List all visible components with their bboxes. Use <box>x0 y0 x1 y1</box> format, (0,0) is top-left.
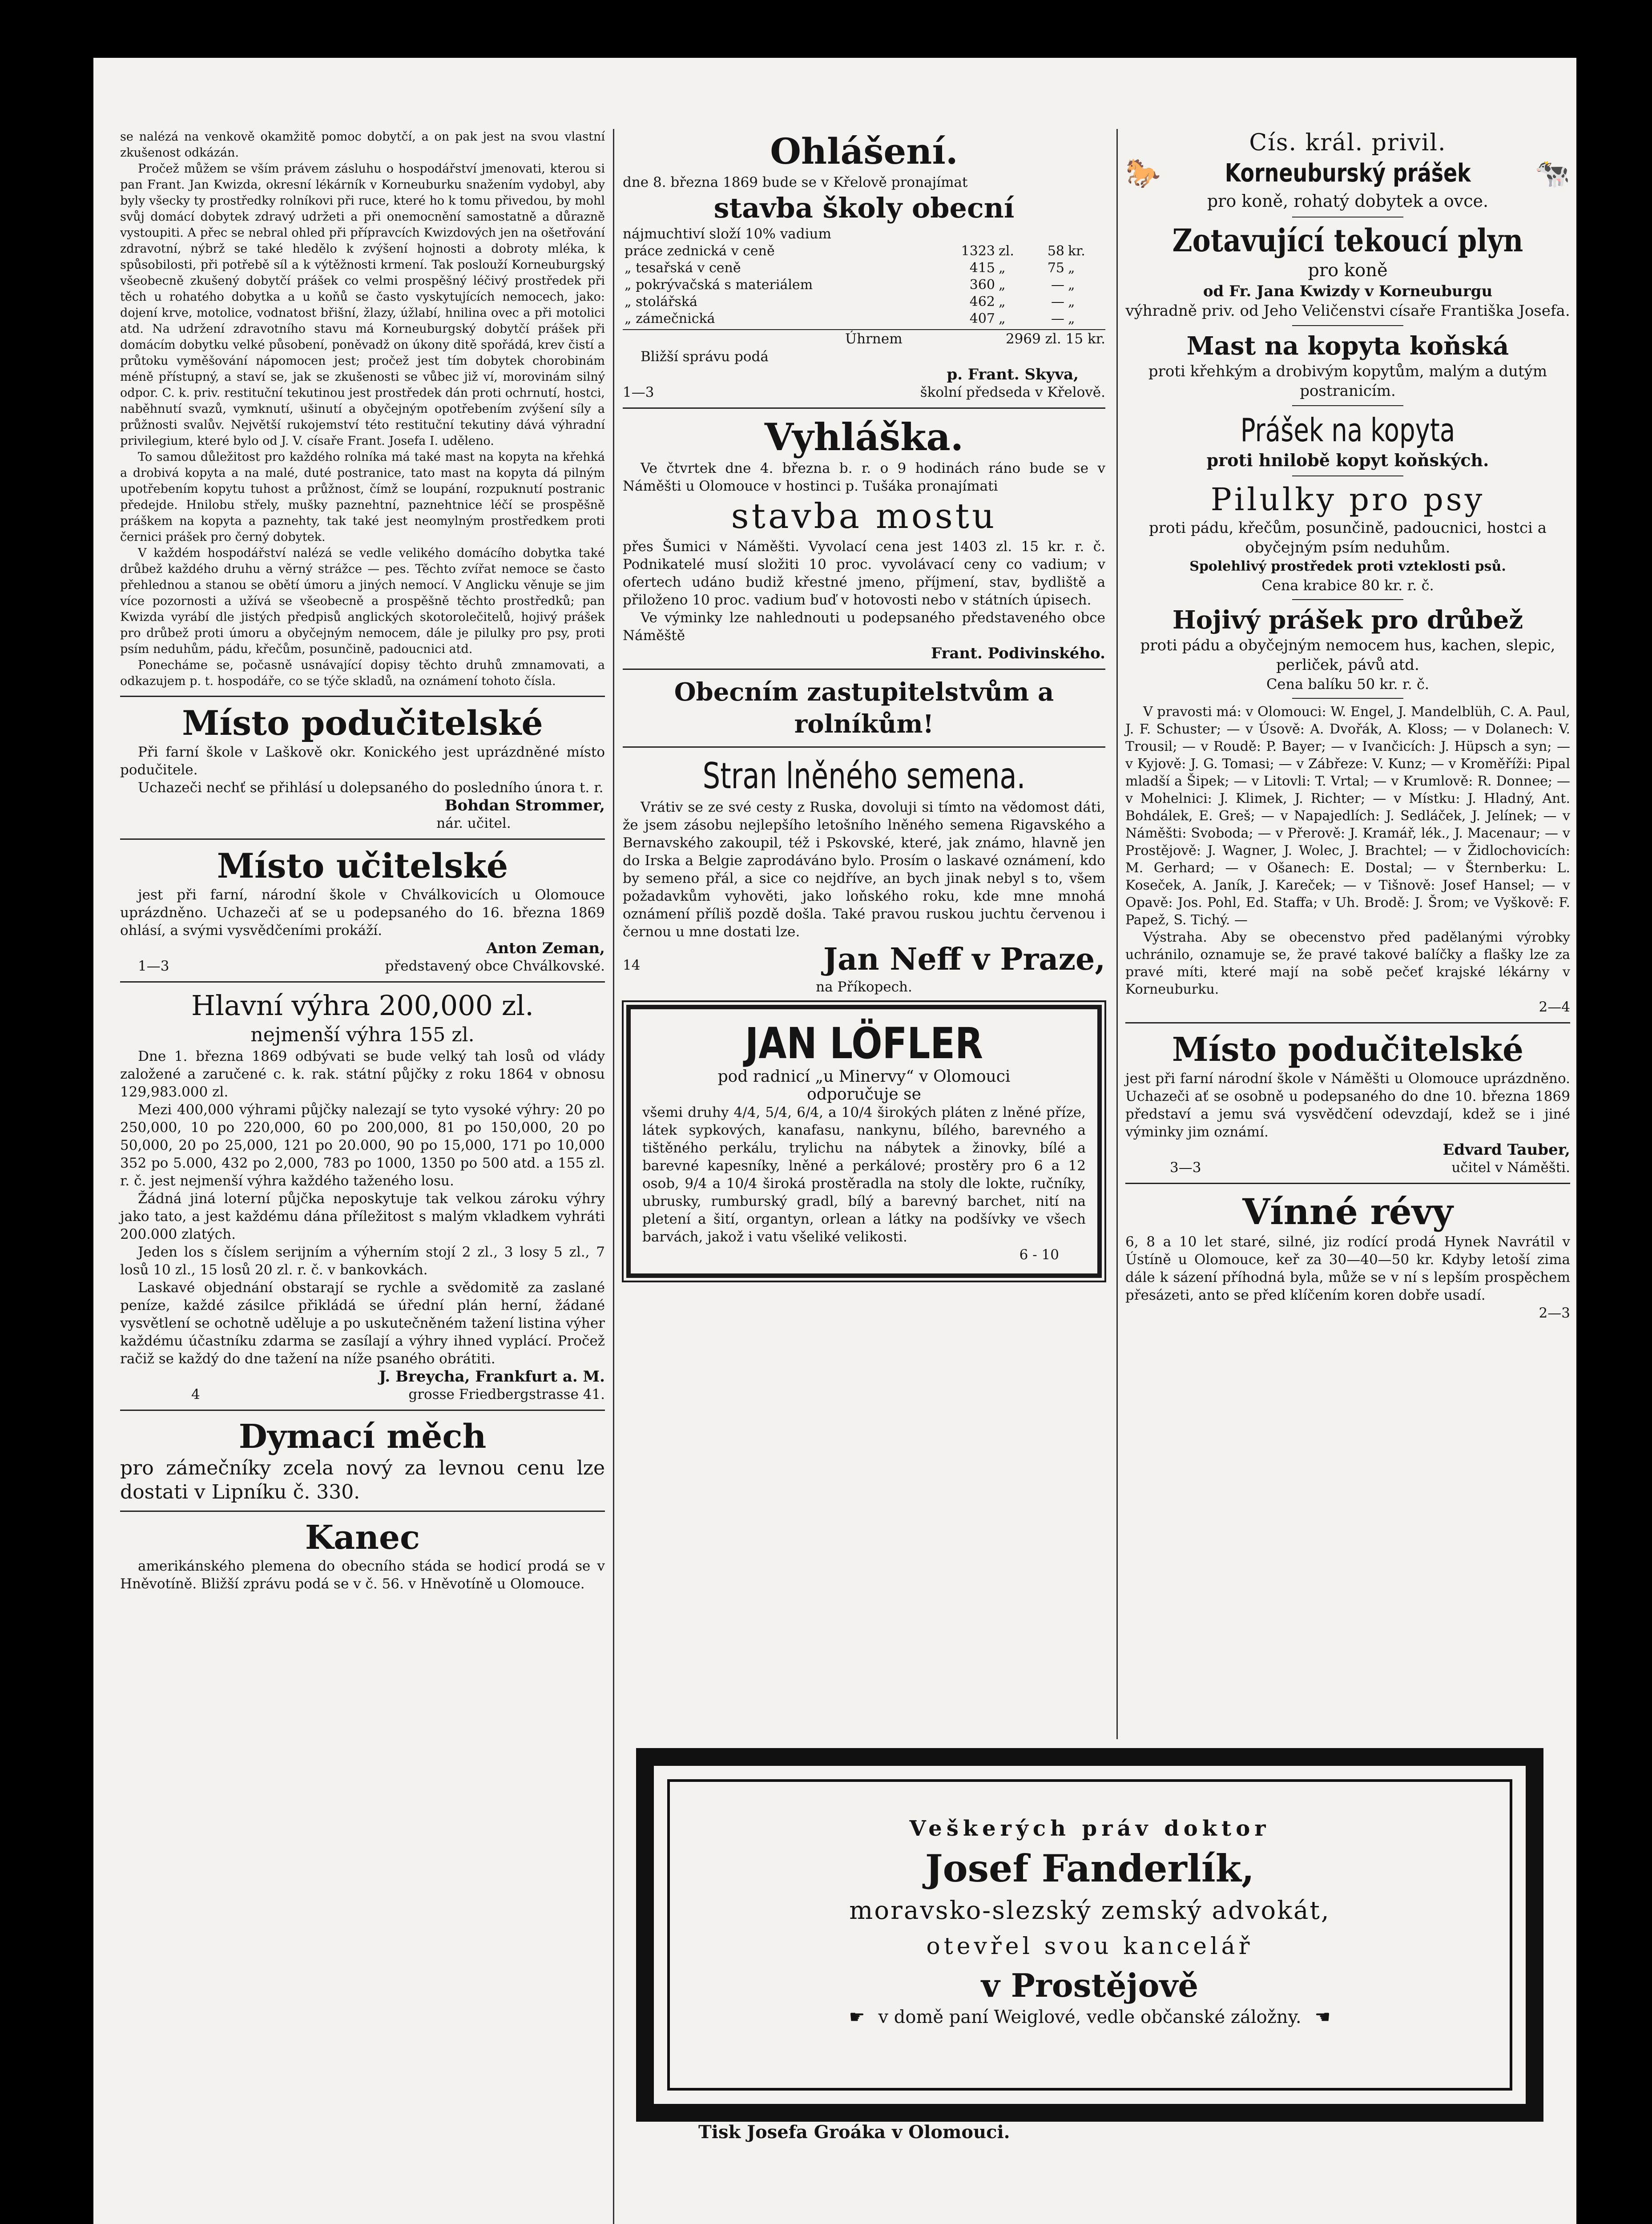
wine-number: 2—3 <box>1539 1305 1570 1321</box>
pills-text: proti pádu, křečům, posunčině, padoucnici, hostci a obyčejným psím neduhům. <box>1149 519 1547 556</box>
divider <box>120 838 605 840</box>
column-divider <box>1116 129 1118 1739</box>
divider <box>1292 599 1403 600</box>
vyhlaska-text: Ve čtvrtek dne 4. března b. r. o 9 hodinách ráno bude se v Náměšti u Olomouce v hostinci p. Tušáka pronajímati <box>623 460 1105 494</box>
intro-line-3: V každém hospodářství nalézá se vedle velikého domácího dobytka také drůbež každého druhu a věrný strážce — pes. Těchto zvířat nemoce se často přehlednou a stanou se obětí úmoru a jiných nemocí. V Anglicku věnuje se jim více pozornosti a užívá se všeobecně a prospěšně těchto prostředků; pan Kwizda vyrábí dle jistých předpisů anglických skotorolečitelů, hojivý prášek pro drůbež proti úmoru a obyčejným nemocem, dále je pilulky pro psy, proti psím neduhům, pádu, křečům, posunčině, padoucnici atd. <box>120 546 605 656</box>
more-info: Bližší správu podá <box>641 349 769 365</box>
ohlaseni-signature: p. Frant. Skyva, <box>947 366 1079 383</box>
divider <box>623 669 1105 670</box>
ad-signature: Bohdan Strommer, <box>444 797 605 814</box>
table-row: „ tesařská v ceně 415 „ 75 „ <box>625 260 1075 276</box>
lofler-name: JAN LÖFLER <box>745 1019 983 1068</box>
ad-number: 1—3 <box>138 958 169 974</box>
hoof-text: proti křehkým a drobivým kopytům, malým a dutým postranicím. <box>1148 363 1547 400</box>
ad-bellows <box>120 1417 605 1504</box>
divider <box>120 981 605 983</box>
lottery-address: grosse Friedbergstrasse 41. <box>408 1386 605 1402</box>
podu-number: 3—3 <box>1170 1160 1201 1176</box>
vyhlaska-subtitle: stavba mostu <box>731 496 997 536</box>
divider <box>120 1410 605 1411</box>
hoof-title: Mast na kopyta koňská <box>1186 331 1509 361</box>
divider <box>1292 217 1403 218</box>
ad-ucitel-chvalkovice <box>120 846 605 975</box>
column-2 <box>623 129 1105 1287</box>
privil-line: Cís. král. privil. <box>1249 129 1447 156</box>
pointing-hand-right-icon: ☛ <box>849 2007 865 2027</box>
warning-number: 2—4 <box>1539 999 1570 1015</box>
ad-lawyer <box>636 1748 1543 2122</box>
ohlaseni-text: dne 8. března 1869 bude se v Křelově pronajímat <box>623 174 968 190</box>
lofler-place: pod radnicí „u Minervy“ v Olomouci <box>717 1068 1011 1086</box>
dealers: V pravosti má: v Olomouci: W. Engel, J. Mandelblüh, C. A. Paul, J. F. Schuster; — v Úsově: A. Dvořák, A. Kloss; — v Dolanech: V. Trousil; — v Roudě: P. Bayer; — v Ivančicích: J. Hüpsch a syn; — v Kyjově: J. G. Tomasi; — v Zábřeze: V. Kunz; — v Kroměříži: Pipal mladší a Šipek; — v Litovli: T. Vrtal; — v Krumlově: R. Donnee; — v Mohelnici: J. Klimek, J. Richter; — v Místku: J. Hladný, Ant. Bohdálek, E. Greš; — v Napajedlích: J. Sedláček, J. Jelínek; — v Náměšti: Svoboda; — v Přerově: J. Kramář, lék., J. Macenaur; — v Prostějově: J. Wagner, J. Wolec, J. Brachtel; — v Židlochovicích: M. Gerhard; — v Ošanech: E. Dostal; — v Šternberku: L. Koseček, A. Janík, J. Kareček; — v Tišnově: Josef Hansel; — v Opavě: Jos. Pohl, Ed. Staffa; v Uh. Brodě: J. Šrom; ve Vyškově: F. Papež, S. Tichý. — <box>1125 704 1570 928</box>
ohlaseni-title: Ohlášení. <box>770 130 958 172</box>
vyhlaska-title: Vyhláška. <box>764 415 964 459</box>
seed-signature: Jan Neff v Praze, <box>823 942 1105 977</box>
scan-edge <box>1601 0 1652 2224</box>
table-row: „ pokrývačská s materiálem 360 „ — „ <box>625 277 1075 293</box>
podu-text: jest při farní národní škole v Náměšti u Olomouce uprázdněno. Uchazeči ať se osobně u podepsaného do dne 10. března 1869 představí a jemu svá vysvědčení odevzdají, kdež se i jiné výminky jim oznámí. <box>1125 1071 1570 1140</box>
divider <box>1292 405 1403 406</box>
column-divider <box>613 129 614 2224</box>
newspaper-page <box>93 58 1576 2224</box>
fluid-from: od Fr. Jana Kwizdy v Korneuburgu <box>1203 282 1493 300</box>
ad-vyhlaska <box>623 415 1105 662</box>
warning: Výstraha. Aby se obecenstvo před padělanými výrobky uchránilo, oznamuje se, že pravé takové balíčky a flašky lze za pravé míti, které mají na sobě pečeť krajské lékárny v Korneuburku. <box>1125 930 1570 997</box>
intro-line-4: Ponecháme se, počasně usnávající dopisy těchto druhů zmnamovati, a odkazujem p. t. hospodáře, co se týče skladů, na oznámení tohoto čísla. <box>120 658 605 688</box>
pointing-hand-left-icon: ☚ <box>1314 2007 1331 2027</box>
wine-text: 6, 8 a 10 let staré, silné, jiz rodící prodá Hynek Navrátil v Ústíně u Olomouce, keř za 30—40—50 kr. Kdyby letoší zima dále k sázení příhodná byla, může se v ní s lepším prospěchem přesázeti, anto se před klíčením koren dobře usadí. <box>1125 1234 1570 1303</box>
lawyer-line-1: Veškerých práv doktor <box>909 1816 1270 1841</box>
divider <box>120 696 605 697</box>
ad-text: Při farní škole v Laškově okr. Konického jest uprázdněné místo podučitele. <box>120 744 605 778</box>
ad-title: Místo učitelské <box>217 846 508 886</box>
ad-signature-role: představený obce Chválkovské. <box>385 958 605 974</box>
horse-icon: 🐎 <box>1125 157 1161 190</box>
ohlaseni-intro: nájmuchtiví složí 10% vadium <box>623 226 831 242</box>
lofler-intro: odporučuje se <box>807 1085 921 1104</box>
fluid-title: Zotavující tekoucí plyn <box>1172 222 1523 259</box>
vyhlaska-paragraph: Ve výminky lze nahlednouti u podepsaného představeného obce Náměště <box>623 610 1105 644</box>
lawyer-title: moravsko-slezský zemský advokát, <box>849 1896 1330 1925</box>
lottery-paragraph: Jeden los s číslem serijním a výherním stojí 2 zl., 3 losy 5 zl., 7 losů 10 zl., 15 losů 20 zl. r. č. v bankovkách. <box>120 1244 605 1278</box>
total-value: 2969 zl. 15 kr. <box>1005 331 1105 347</box>
bellows-title: Dymací měch <box>238 1418 487 1456</box>
ad-boar <box>120 1518 605 1593</box>
divider <box>623 746 1105 748</box>
divider <box>623 407 1105 409</box>
lawyer-address: v domě paní Weiglové, vedle občanské záložny. <box>878 2007 1301 2027</box>
seed-number: 14 <box>623 957 641 973</box>
divider <box>1125 1022 1570 1023</box>
korneuburg-subtitle: pro koně, rohatý dobytek a ovce. <box>1207 191 1489 211</box>
cow-icon: 🐄 <box>1535 157 1570 190</box>
lawyer-line-2: otevřel svou kancelář <box>926 1933 1253 1960</box>
divider <box>120 1511 605 1512</box>
powder-title: Prášek na kopyta <box>1240 411 1455 449</box>
boar-text: amerikánského plemena do obecního stáda se hodicí prodá se v Hněvotíně. Bližší zprávu podá se v č. 56. v Hněvotíně u Olomouce. <box>120 1558 605 1592</box>
seed-text: Vrátiv se ze své cesty z Ruska, dovoluji si tímto na vědomost dáti, že jsem zásobu nejlepšího letošního lněného semena Rigavského a Bernavského zakoupil, též i Pskovské, které, jak známo, hlavně jen do Irska a Belgie zaprodáváno bylo. Prosím o laskavé oznámení, kdo by semeno přál, a sice co nejdříve, an bych jinak nebyl s to, všem požadavkům vyhověti, jako loňského roku, kde mne mnohá oznámení příliš pozdě došla. Také pravou ruskou juchtu červenou i černou u mne dostati lze. <box>623 799 1105 940</box>
table-row: práce zednická v ceně 1323 zl. 58 kr. <box>625 243 1085 259</box>
intro-line-0: se nalézá na venkově okamžitě pomoc dobytčí, a on pak jest na svou vlastní zkušenost odkázán. <box>120 130 605 160</box>
wine-title: Vínné révy <box>1242 1191 1453 1233</box>
ad-seed <box>623 754 1105 996</box>
pills-price: Cena krabice 80 kr. r. č. <box>1261 577 1434 594</box>
seed-place: na Příkopech. <box>816 979 912 995</box>
intro-line-2: To samou důležitost pro každého rolníka má také mast na kopyta na křehká a drobivá kopyta a na malé, duté postranice, tato mast na kopyta dá pilným upotřebením kopytu tuhost a průžnost, čímž se loupání, rozpuknutí postranic předejde. Hnilobu střely, mušky paznehtní, paznehtnice léčí se prospěšně práškem na kopyta a paznehty, tak také jest neomylným prostředkem proti černici prášek pro černý dobytek. <box>120 450 605 544</box>
bellows-text: pro zámečníky zcela nový za levnou cenu lze dostati v Lipníku č. 330. <box>120 1457 605 1503</box>
ad-title: Místo podučitelské <box>182 703 543 743</box>
table-row: „ zámečnická 407 „ — „ <box>625 311 1075 326</box>
lottery-subtitle: nejmenší výhra 155 zl. <box>250 1023 475 1046</box>
divider <box>1292 325 1403 326</box>
ad-text: jest při farní, národní škole v Chválkovicích u Olomouce uprázdněno. Uchazeči ať se u podepsaného do 16. března 1869 ohlásí, a svými vysvědčeními prokáží. <box>120 887 605 939</box>
ohlaseni-number: 1—3 <box>623 384 654 400</box>
lofler-number: 6 - 10 <box>1019 1247 1059 1263</box>
podu-signature: Edvard Tauber, <box>1442 1141 1570 1159</box>
lottery-paragraph: Mezi 400,000 výhrami půjčky nalezají se tyto vysoké výhry: 20 po 250,000, 10 po 220,000, 60 po 200,000, 81 po 150,000, 20 po 50,000, 20 po 25,000, 121 po 20.000, 90 po 15,000, 171 po 10,000 352 po 5.000, 432 po 2,000, 783 po 1000, 1350 po 500 atd. a 155 zl. r. č. jest nejmenší výhra každého taženého losu. <box>120 1102 605 1189</box>
ad-podu-laskov <box>120 703 605 832</box>
boar-title: Kanec <box>305 1519 420 1557</box>
lottery-paragraph: Laskavé objednání obstarají se rychle a svědomitě za zaslané peníze, každé zásilce přikládá se úřední plán herní, žádané vysvětlení se ochotně uděluje a po uskutečněném tažení listina výher každému účastníku zdarma se zasílají a výhry ihned vyplácí. Pročež račiž se každý do dne tažení na níže psaného obrátiti. <box>120 1280 605 1367</box>
poultry-title: Hojivý prášek pro drůbež <box>1172 605 1523 635</box>
poultry-price: Cena balíku 50 kr. r. č. <box>1266 676 1430 693</box>
lottery-title: Hlavní výhra 200,000 zl. <box>191 989 534 1022</box>
intro-line-1: Pročež můžem se vším právem zásluhu o hospodářství jmenovati, kterou si pan Frant. Jan Kwizda, okresní lékárník v Korneuburku snažením vydobyl, aby byly všecky ty prostředky rolníkovi při ruce, které ho k tomu přivedou, by mohl svůj domácí dobytek zdravý udržeti a při onemocnění samostatně a důrazně vystoupiti. A přec se nebral ohled při přípravcích Kwizdových jen na ošetřování zdravotní, nýbrž se také hledělo k zvýšení hojnosti a dobroty mléka, k spůsobilosti, při potřebě síl a k výtěžnosti krmení. Tak poslouží Korneuburgský všeobecně zkušený dobytčí prášek co velmi prospěšný léčivý prostředek při těch u rohatého dobytka a u koňů se často vyskytujících nemocech, jako: dojení krve, motolice, vodnatost břišní, žlazy, úžlabí, hnilina ovec a při motolici atd. Na udržení zdravotního stavu má Korneuburgský dobytčí prášek při domácím dobytku velké působení, poněvadž on úkony ditě spořádá, krev čistí a průtoku vyměšování nápomocen jest; pročež jest tím dobytek chorobinám méně přístupný, a staví se, jak se zkušenosti se vůbec již ví, morovinám silný odpor. C. k. priv. restituční tekutinou jest prostředek dán proti ochrnutí, hostci, naběhnutí svazů, vymknutí, ušinutí a obyčejným opotřebením zvýšení síly a průžnosti svalův. Největší rukojemství této restituční tekutiny dává výhradní privilegium, které bylo od J. V. císaře Frant. Josefa I. uděleno. <box>120 162 605 448</box>
fluid-privilege: výhradně priv. od Jeho Veličenstvi císaře Františka Josefa. <box>1125 302 1570 320</box>
seed-title: Stran lněného semena. <box>702 755 1026 797</box>
ad-signature: Anton Zeman, <box>486 939 605 957</box>
lawyer-city: v Prostějově <box>981 1966 1199 2004</box>
poultry-text: proti pádu a obyčejným nemocem hus, kachen, slepic, perliček, pávů atd. <box>1140 637 1555 674</box>
lofler-text: všemi druhy 4/4, 5/4, 6/4, a 10/4 širokých pláten z lněné příze, látek sypkových, kanafasu, nankynu, bílého, barevného a tištěného perkálu, trylichu na nábytek a žinovky, bílé a barevné kapesníky, lněné a perkálové; prostěry pro 6 a 12 osob, 9/4 a 10/4 široká prostěradla na stoly dle lokte, ručníky, ubrusky, rumburský gradl, bílý a barevný barchet, nití na pletení a šití, organtyn, orlean a látky na podšívky ve všech barvách, jakož i vatu všeliké velikosti. <box>642 1104 1086 1245</box>
ohlaseni-subtitle: stavba školy obecní <box>713 192 1015 224</box>
ad-ohlaseni <box>623 129 1105 401</box>
fluid-subtitle: pro koně <box>1308 260 1388 281</box>
lottery-number: 4 <box>191 1386 200 1402</box>
table-row: „ stolářská 462 „ — „ <box>625 294 1075 310</box>
divider <box>1292 475 1403 476</box>
lottery-signature: J. Breycha, Frankfurt a. M. <box>379 1368 605 1386</box>
divider <box>1125 1183 1570 1184</box>
divider <box>1292 698 1403 699</box>
lottery-paragraph: Žádná jiná loterní půjčka neposkytuje tak velkou zároku výhry jako tato, a jest každému dána příležitost s malým vkladkem vyhráti 200.000 zlatých. <box>120 1191 605 1242</box>
column-3 <box>1125 129 1570 1322</box>
vyhlaska-paragraph: přes Šumici v Náměšti. Vyvolací cena jest 1403 zl. 15 kr. r. č. Podnikatelé musí složiti 10 proc. vyvolávací ceny co vadium; v ofertech udáno budiž křestné jmeno, příjmení, stav, bydliště a přiloženo 10 proc. vadium buď v hotovosti nebo v státních úpisech. <box>623 539 1105 608</box>
ad-text-2: Uchazeči nechť se přihlásí u dolepsaného do posledního února t. r. <box>138 780 604 796</box>
podu-title: Místo podučitelské <box>1172 1031 1524 1069</box>
ad-signature-role: nár. učitel. <box>436 815 511 831</box>
column-1 <box>120 129 605 1593</box>
appeal-title: Obecním zastupitelstvům a rolníkům! <box>674 677 1054 739</box>
pills-title: Pilulky pro psy <box>1210 481 1485 518</box>
vyhlaska-signature: Frant. Podivinského. <box>931 645 1105 662</box>
powder-subtitle: proti hnilobě kopyt koňských. <box>1206 450 1489 470</box>
lawyer-name: Josef Fanderlík, <box>925 1846 1255 1890</box>
ad-lottery <box>120 989 605 1403</box>
cost-table <box>623 243 1105 327</box>
ohlaseni-role: školní předseda v Křelově. <box>920 384 1105 400</box>
korneuburg-title: Korneuburský prášek <box>1225 159 1471 188</box>
pills-subtitle: Spolehlivý prostředek proti vzteklosti psů. <box>1189 559 1506 574</box>
total-label: Úhrnem <box>845 331 903 347</box>
lottery-paragraph: Dne 1. března 1869 odbývati se bude velký tah losů od vlády založené a zaručené c. k. rak. státní půjčky z roku 1864 v obnosu 129,983.000 zl. <box>120 1048 605 1100</box>
ad-lofler <box>626 1005 1102 1278</box>
podu-role: učitel v Náměšti. <box>1451 1160 1570 1176</box>
printer-footer: Tisk Josefa Groáka v Olomouci. <box>698 2122 1010 2143</box>
